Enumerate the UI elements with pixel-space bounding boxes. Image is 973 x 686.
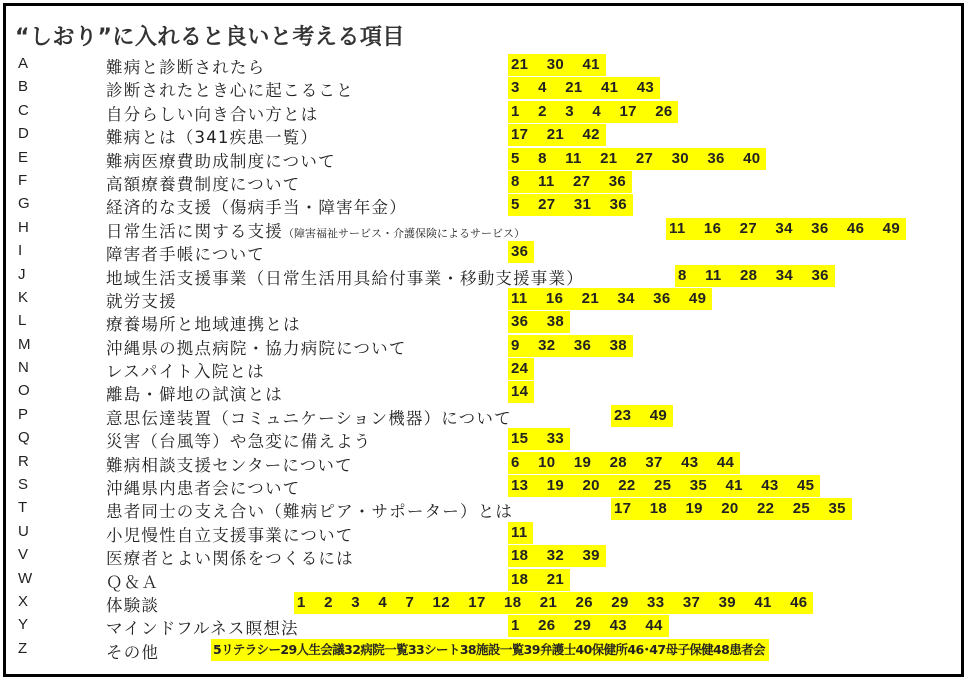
row-refs: 8 11 27 36 [508,171,632,193]
row-letter: M [18,335,31,353]
row-item [106,124,318,148]
row-item [106,545,354,569]
item-text: 患者同士の支え合い（難病ピア・サポーター）とは [106,502,514,522]
row-refs: 3 4 21 41 43 [508,77,660,99]
row-letter: E [18,148,29,166]
row-item [106,335,407,359]
row-letter: L [18,312,27,330]
row-letter: D [18,125,29,143]
row-item [106,592,159,616]
row-refs: 5 8 11 21 27 30 36 40 [508,148,766,170]
table-row [6,638,967,661]
row-refs: 11 16 27 34 36 46 49 [666,218,906,240]
table-row [6,474,967,497]
row-refs: 23 49 [611,405,673,427]
table-row [6,614,967,637]
table-row [6,76,967,99]
table-row [6,591,967,614]
table-row [6,123,967,146]
row-letter: I [18,242,23,260]
row-letter: Q [18,429,30,447]
table-row [6,451,967,474]
row-item [106,569,159,593]
row-refs: 6 10 19 28 37 43 44 [508,452,740,474]
item-text: 沖縄県の拠点病院・協力病院について [106,338,407,358]
table-row [6,217,967,240]
item-text: 難病とは（341疾患一覧） [106,128,319,148]
row-item [106,639,159,663]
row-item [106,358,265,382]
item-text: その他 [106,642,160,662]
row-refs: 18 21 [508,569,570,591]
row-letter: N [18,359,29,377]
row-item [106,194,407,218]
row-item [106,241,265,265]
row-letter: R [18,452,29,470]
table-row [6,357,967,380]
item-text: 医療者とよい関係をつくるには [106,549,354,569]
item-text: 診断されたとき心に起こること [106,81,354,101]
row-letter: Z [18,639,28,657]
table-row [6,521,967,544]
item-text: レスパイト入院とは [106,362,265,382]
table-row [6,380,967,403]
row-item [106,522,353,546]
row-refs: 11 16 21 34 36 49 [508,288,712,310]
row-refs: 24 [508,358,534,380]
row-letter: W [18,569,33,587]
item-text: 難病と診断されたら [106,58,266,77]
row-item [106,265,584,289]
row-item [106,311,301,335]
row-letter: K [18,288,29,306]
row-letter: F [18,171,28,189]
row-letter: B [18,78,29,96]
item-text: 高額療養費制度について [106,174,301,194]
row-item [106,475,300,499]
item-text: Ｑ＆Ａ [106,572,160,592]
table-row [6,240,967,263]
row-letter: P [18,405,29,423]
row-item [106,381,283,405]
row-letter: C [18,101,29,119]
row-letter: G [18,195,30,213]
row-refs: 13 19 20 22 25 35 41 43 45 [508,475,820,497]
row-refs: 5リテラシー29人生会議32病院一覧33シート38施設一覧39弁護士40保健所46･47母子保健48患者会 [211,639,769,661]
row-item [106,148,336,172]
document-frame [3,3,964,677]
row-refs: 14 [508,381,534,403]
row-letter: T [18,499,28,517]
item-text: 沖縄県内患者会について [106,479,301,499]
table-row [6,568,967,591]
table-row [6,544,967,567]
table-row [6,310,967,333]
row-item [106,171,300,195]
page-title: “しおり”に入れると良いと考える項目 [15,25,405,50]
item-note: （障害福祉サービス・介護保険によるサービス） [283,226,525,240]
row-refs: 9 32 36 38 [508,335,633,357]
table-row [6,53,967,76]
item-text: 難病医療費助成制度について [106,151,336,171]
row-refs: 17 21 42 [508,124,606,146]
row-refs: 36 [508,241,534,263]
table-row [6,264,967,287]
items-table [6,53,967,661]
row-item [106,101,318,125]
row-refs: 36 38 [508,311,570,333]
item-text: 経済的な支援（傷病手当・障害年金） [106,198,407,218]
row-refs: 5 27 31 36 [508,194,633,216]
table-row [6,193,967,216]
row-letter: H [18,218,29,236]
row-refs: 1 26 29 43 44 [508,615,669,637]
table-row [6,427,967,450]
item-text: 地域生活支援事業（日常生活用具給付事業・移動支援事業） [106,268,584,288]
row-item [106,452,353,476]
row-refs: 17 18 19 20 22 25 35 [611,498,852,520]
item-text: 体験談 [106,595,160,615]
item-text: マインドフルネス瞑想法 [106,619,299,639]
item-text: 日常生活に関する支援 [106,221,283,241]
row-letter: V [18,546,29,564]
item-text: 療養場所と地域連携とは [106,315,301,335]
row-refs: 1 2 3 4 17 26 [508,101,678,123]
table-row [6,287,967,310]
row-letter: U [18,522,29,540]
item-text: 難病相談支援センターについて [106,455,353,475]
row-refs: 21 30 41 [508,54,606,76]
row-item [106,218,525,242]
table-row [6,100,967,123]
row-letter: O [18,382,30,400]
row-refs: 15 33 [508,428,570,450]
row-letter: Y [18,616,29,634]
table-row [6,404,967,427]
item-text: 自分らしい向き合い方とは [106,104,319,124]
table-row [6,147,967,170]
table-row [6,334,967,357]
item-text: 意思伝達装置（コミュニケーション機器）について [106,408,512,428]
item-text: 就労支援 [106,291,177,311]
row-item [106,54,265,78]
row-refs: 11 [508,522,533,544]
row-letter: A [18,55,29,72]
row-refs: 1 2 3 4 7 12 17 18 21 26 29 33 37 39 41 46 [294,592,813,614]
row-item [106,428,372,452]
row-item [106,77,354,101]
item-text: 災害（台風等）や急変に備えよう [106,432,372,452]
row-letter: S [18,476,29,494]
item-text: 小児慢性自立支援事業について [106,525,354,545]
item-text: 離島・僻地の試演とは [106,385,283,405]
row-item [106,405,512,429]
table-row [6,170,967,193]
row-letter: X [18,592,29,610]
row-refs: 8 11 28 34 36 [675,265,835,287]
row-item [106,615,299,639]
row-refs: 18 32 39 [508,545,606,567]
table-row [6,497,967,520]
item-text: 障害者手帳について [106,245,265,265]
row-item [106,498,513,522]
row-item [106,288,177,312]
row-letter: J [18,265,26,283]
